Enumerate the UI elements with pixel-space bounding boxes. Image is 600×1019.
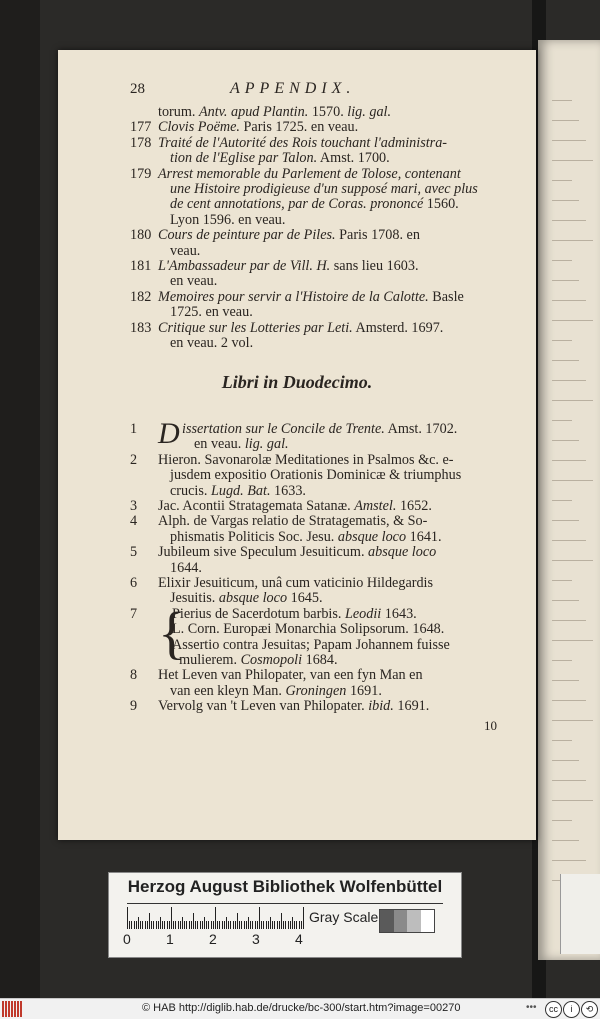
ruler-tick	[244, 921, 245, 929]
ruler-tick	[127, 907, 128, 929]
facing-text-line	[552, 420, 572, 421]
facing-text-line	[552, 240, 593, 241]
cc-icon[interactable]: cc	[545, 1001, 562, 1018]
ruler-tick	[277, 921, 278, 929]
octavo-entry-line: une Histoire prodigieuse d'un supposé mari, avec plus	[170, 181, 478, 197]
ruler-tick	[197, 921, 198, 929]
facing-text-line	[552, 640, 593, 641]
ruler-tick	[294, 921, 295, 929]
octavo-entry-line: veau.	[170, 242, 201, 259]
facing-text-line	[552, 760, 579, 761]
octavo-entry-line: Traité de l'Autorité des Rois touchant l'administra-	[158, 134, 448, 151]
facing-text-line	[552, 740, 572, 741]
ruler-tick	[299, 921, 300, 929]
gray-swatch	[421, 910, 435, 932]
facing-text-line	[552, 580, 572, 581]
more-icon[interactable]: •••	[526, 1002, 537, 1013]
ruler-tick	[136, 921, 137, 929]
ruler-tick	[252, 921, 253, 929]
ruler-tick	[288, 921, 289, 929]
octavo-entry-line: Arrest memorable du Parlement de Tolose, contenant	[158, 165, 461, 182]
facing-text-line	[552, 180, 572, 181]
ruler-tick	[211, 921, 212, 929]
ruler-tick	[224, 921, 225, 929]
by-icon[interactable]: i	[563, 1001, 580, 1018]
ruler-tick	[186, 921, 187, 929]
duodecimo-entry-line: Assertio contra Jesuitas; Papam Johannem fuisse	[172, 636, 450, 653]
facing-text-line	[552, 220, 586, 221]
duodecimo-entry-number: 6	[130, 575, 138, 591]
ruler-tick	[255, 921, 256, 929]
grouping-brace: {	[158, 600, 186, 665]
ruler-tick	[169, 921, 170, 929]
ruler-tick	[158, 921, 159, 929]
facing-text-line	[552, 340, 572, 341]
ruler-tick	[268, 921, 269, 929]
duodecimo-entry-line: jusdem expositio Orationis Dominicæ & triumphus	[170, 467, 462, 484]
page-text	[58, 50, 536, 840]
ruler-tick	[230, 921, 231, 929]
duodecimo-entry-number: 1	[130, 421, 138, 437]
ruler-tick	[250, 921, 251, 929]
ruler-tick	[263, 921, 264, 929]
ruler-tick	[266, 921, 267, 929]
ruler-tick	[226, 917, 227, 929]
ruler-tick	[178, 921, 179, 929]
octavo-entry-number: 179	[130, 165, 152, 182]
ruler-tick	[272, 921, 273, 929]
facing-text-line	[552, 460, 586, 461]
running-header: APPENDIX.	[230, 80, 356, 97]
ruler-tick	[156, 921, 157, 929]
ruler-tick	[131, 921, 132, 929]
duodecimo-entry-line: Het Leven van Philopater, van een fyn Man en	[158, 667, 423, 684]
duodecimo-entry-line: van een kleyn Man. Groningen 1691.	[170, 682, 382, 699]
ruler-tick	[283, 921, 284, 929]
octavo-entry-line: Memoires pour servir a l'Histoire de la Calotte. Basle	[158, 288, 464, 305]
ruler-tick	[191, 921, 192, 929]
facing-text-line	[552, 280, 579, 281]
octavo-entry-line: Critique sur les Lotteries par Leti. Amsterd. 1697.	[158, 319, 444, 336]
scale-number: 4	[295, 931, 303, 947]
ruler-tick	[175, 921, 176, 929]
ruler-tick	[241, 921, 242, 929]
octavo-entry-line: L'Ambassadeur par de Vill. H. sans lieu 1603.	[158, 258, 419, 274]
library-name: Herzog August Bibliothek Wolfenbüttel	[127, 877, 443, 896]
facing-text-line	[552, 320, 593, 321]
facing-text-line	[552, 440, 579, 441]
scale-ruler	[127, 907, 307, 929]
ruler-tick	[285, 921, 286, 929]
facing-text-line	[552, 660, 572, 661]
gray-swatch	[407, 910, 421, 932]
duodecimo-entry-line: Jubileum sive Speculum Jesuiticum. absque loco	[158, 544, 437, 561]
duodecimo-entry-number: 7	[130, 605, 138, 622]
page-number: 28	[130, 81, 145, 97]
ruler-tick	[167, 921, 168, 929]
ruler-tick	[140, 921, 141, 929]
library-color-card	[108, 872, 462, 958]
facing-text-line	[552, 100, 572, 101]
octavo-entry-line: Clovis Poëme. Paris 1725. en veau.	[158, 119, 359, 136]
ruler-tick	[164, 921, 165, 929]
ruler-tick	[153, 921, 154, 929]
duodecimo-entry-number: 8	[130, 667, 138, 684]
facing-text-line	[552, 120, 579, 121]
ruler-tick	[292, 917, 293, 929]
ruler-tick	[142, 921, 143, 929]
duodecimo-entry-line: mulierem. Cosmopoli 1684.	[172, 652, 338, 668]
facing-text-line	[552, 300, 586, 301]
duodecimo-entry-line: Alph. de Vargas relatio de Stratagematis, & So-	[158, 513, 428, 530]
sa-icon[interactable]: ⟲	[581, 1001, 598, 1018]
duodecimo-entry-number: 9	[130, 698, 138, 715]
ruler-tick	[222, 921, 223, 929]
octavo-entry-line: Cours de peinture par de Piles. Paris 1708. en	[158, 227, 420, 244]
duodecimo-entry-number: 4	[130, 513, 138, 530]
facing-text-line	[552, 540, 586, 541]
scale-number: 2	[209, 931, 217, 947]
ruler-tick	[246, 921, 247, 929]
duodecimo-entry-line: Vervolg van 't Leven van Philopater. ibid. 1691.	[158, 698, 430, 715]
octavo-entry-line: en veau. 2 vol.	[170, 335, 254, 351]
ruler-tick	[173, 921, 174, 929]
ruler-tick	[290, 921, 291, 929]
facing-text-line	[552, 720, 593, 721]
ruler-tick	[149, 913, 150, 929]
duodecimo-entry-line: Pierius de Sacerdotum barbis. Leodii 1643.	[172, 605, 417, 622]
octavo-entry-number: 178	[130, 134, 152, 151]
facing-text-line	[552, 260, 572, 261]
facing-text-line	[552, 840, 579, 841]
duodecimo-entry-line: crucis. Lugd. Bat. 1633.	[170, 482, 306, 499]
catchword: 10	[484, 718, 497, 733]
ruler-tick	[138, 917, 139, 929]
facing-text-line	[552, 620, 586, 621]
ruler-tick	[208, 921, 209, 929]
ruler-tick	[213, 921, 214, 929]
ruler-tick	[257, 921, 258, 929]
book-spine-shadow	[0, 0, 40, 998]
ruler-tick	[160, 917, 161, 929]
ruler-tick	[162, 921, 163, 929]
scale-number: 3	[252, 931, 260, 947]
ruler-tick	[200, 921, 201, 929]
card-divider	[127, 903, 443, 904]
ruler-tick	[228, 921, 229, 929]
duodecimo-entry-line: Elixir Jesuiticum, unâ cum vaticinio Hildegardis	[158, 575, 434, 591]
duodecimo-entry-line: en veau. lig. gal.	[194, 436, 289, 453]
ruler-tick	[233, 921, 234, 929]
ruler-tick	[217, 921, 218, 929]
duodecimo-entry-line: L. Corn. Europæi Monarchia Solipsorum. 1648.	[172, 621, 445, 638]
gray-scale-label: Gray Scale	[309, 909, 379, 925]
ruler-tick	[296, 921, 297, 929]
ruler-tick	[171, 907, 172, 929]
duodecimo-entry-number: 2	[130, 451, 138, 468]
scale-number: 1	[166, 931, 174, 947]
duodecimo-entry-line: Jesuitis. absque loco 1645.	[170, 590, 323, 607]
status-bar	[0, 998, 600, 1019]
duodecimo-entry-number: 5	[130, 544, 138, 561]
octavo-entry-number: 183	[130, 319, 152, 336]
facing-page-edge	[538, 40, 600, 960]
duodecimo-entry-number: 3	[130, 498, 138, 514]
ruler-tick	[151, 921, 152, 929]
facing-text-line	[552, 400, 593, 401]
ruler-tick	[202, 921, 203, 929]
ruler-tick	[189, 921, 190, 929]
octavo-entry-number: 180	[130, 227, 152, 244]
octavo-entry-line: de cent annotations, par de Coras. prononcé 1560.	[170, 196, 459, 213]
copyright-url[interactable]: © HAB http://diglib.hab.de/drucke/bc-300/start.htm?image=00270	[142, 1002, 461, 1014]
hab-logo-icon	[2, 1001, 24, 1017]
ruler-tick	[145, 921, 146, 929]
ruler-tick	[147, 921, 148, 929]
gray-swatch	[380, 910, 394, 932]
octavo-entry-number: 177	[130, 119, 152, 136]
ruler-tick	[219, 921, 220, 929]
facing-text-line	[552, 600, 579, 601]
ruler-tick	[237, 913, 238, 929]
duodecimo-entry-line: Jac. Acontii Stratagemata Satanæ. Amstel. 1652.	[158, 498, 432, 514]
octavo-entry-number: 182	[130, 288, 152, 305]
ruler-tick	[129, 921, 130, 929]
facing-text-line	[552, 160, 593, 161]
ruler-tick	[235, 921, 236, 929]
facing-text-line	[552, 680, 579, 681]
octavo-entry-line: 1725. en veau.	[170, 304, 253, 321]
facing-text-line	[552, 800, 593, 801]
facing-text-line	[552, 860, 586, 861]
facing-text-line	[552, 500, 572, 501]
facing-text-line	[552, 820, 572, 821]
facing-text-line	[552, 200, 579, 201]
octavo-entry-line: tion de l'Eglise par Talon. Amst. 1700.	[170, 150, 390, 167]
drop-cap-letter: D	[158, 417, 180, 450]
ruler-tick	[270, 917, 271, 929]
octavo-entry-line: torum. Antv. apud Plantin. 1570. lig. gal.	[158, 104, 392, 120]
book-page	[58, 50, 536, 840]
duodecimo-entry-line: phismatis Politicis Soc. Jesu. absque loco 1641.	[170, 528, 442, 545]
duodecimo-entry-line: 1644.	[170, 559, 202, 576]
ruler-tick	[261, 921, 262, 929]
ruler-tick	[248, 917, 249, 929]
section-title: Libri in Duodecimo.	[221, 372, 373, 392]
gray-swatch	[394, 910, 408, 932]
ruler-tick	[215, 907, 216, 929]
ruler-tick	[182, 917, 183, 929]
ruler-tick	[259, 907, 260, 929]
facing-text-line	[552, 360, 579, 361]
octavo-entry-line: en veau.	[170, 273, 218, 290]
facing-text-line	[552, 480, 593, 481]
ruler-tick	[134, 921, 135, 929]
facing-text-line	[552, 140, 586, 141]
ruler-tick	[180, 921, 181, 929]
gray-scale-swatches	[379, 909, 435, 933]
ruler-tick	[206, 921, 207, 929]
ruler-tick	[193, 913, 194, 929]
ruler-tick	[195, 921, 196, 929]
octavo-entry-line: Lyon 1596. en veau.	[170, 211, 286, 228]
ruler-tick	[301, 921, 302, 929]
duodecimo-entry-line: issertation sur le Concile de Trente. Amst. 1702.	[182, 421, 458, 437]
facing-color-card	[560, 874, 600, 954]
ruler-tick	[281, 913, 282, 929]
ruler-tick	[303, 907, 304, 929]
ruler-tick	[279, 921, 280, 929]
facing-text-line	[552, 780, 586, 781]
facing-text-line	[552, 380, 586, 381]
facing-text-line	[552, 560, 593, 561]
ruler-tick	[184, 921, 185, 929]
ruler-tick	[239, 921, 240, 929]
scale-number: 0	[123, 931, 131, 947]
octavo-entry-number: 181	[130, 258, 152, 274]
facing-text-line	[552, 520, 579, 521]
ruler-tick	[274, 921, 275, 929]
facing-text-line	[552, 700, 586, 701]
duodecimo-entry-line: Hieron. Savonarolæ Meditationes in Psalmos &c. e-	[158, 451, 454, 468]
ruler-tick	[204, 917, 205, 929]
